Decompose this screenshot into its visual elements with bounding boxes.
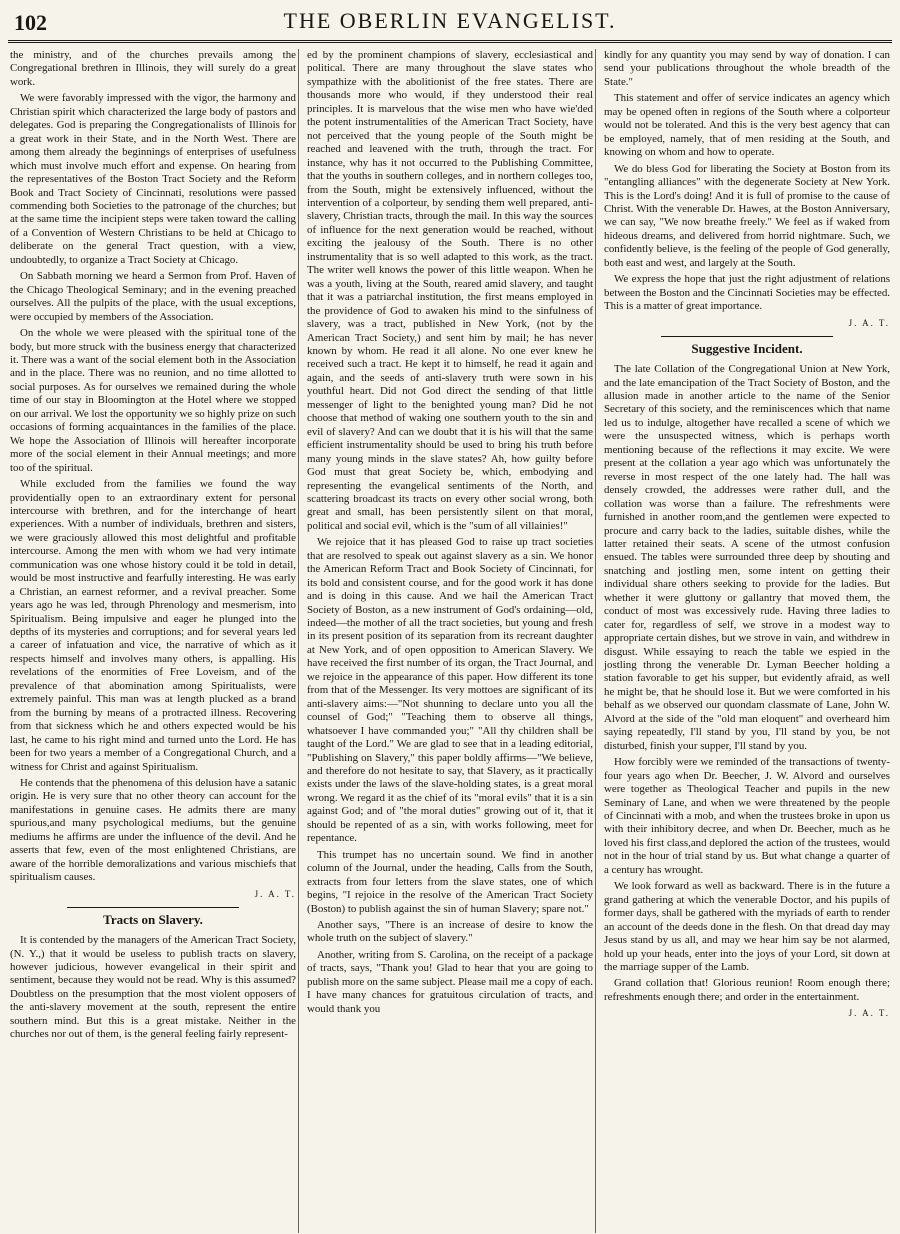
author-signature: J. A. T. — [848, 317, 890, 328]
paragraph: We express the hope that just the right adjustment of relations between the Boston and the Cincinnati Societies may be effected. This is a matter of great importance. — [604, 273, 890, 313]
paragraph: How forcibly were we reminded of the transactions of twenty-four years ago when Dr. Beecher, J. W. Alvord and ourselves were together as Theological Teacher and pupils in the new Seminary of Lane, and when we were threatened by the people of Cincinnati with a mob, and when the trustees broke in upon us with their inhibitory decree, and when Dr. Beecher, much as he loved his first class,and deplored the action of the trustees, would not in the hour of trial stand by us. But what change a quarter of a century has wrought. — [604, 756, 890, 876]
paragraph: He contends that the phenomena of this delusion have a satanic origin. He is very sure that no other theory can account for the manifestations in genuine cases. He admits there are many spurious,and many psychological mediums, but the genuine mediums he affirms are under the influence of the devil. And he asserts that few, even of the most enlightened Christians, are aware of the horrible demoralizations and various mischiefs that spiritualism causes. — [10, 777, 296, 884]
paragraph: We look forward as well as backward. There is in the future a grand gathering at which the venerable Doctor, and his pupils of former days, shall be gathered with the myriads of earth to render an account of the deeds done in the flesh. On that dread day may Jesus stand by us all, and may we hear him say be not alarmed, hold up your heads, enter into the joys of your Lord, sit down at the marriage supper of the Lamb. — [604, 880, 890, 973]
paragraph: Another, writing from S. Carolina, on the receipt of a package of tracts, says, "Thank you! Glad to hear that you are going to publish more on the same subject. Please mail me a copy of each. I have many chances for gratuitous circulation of tracts, and would thank you — [307, 948, 593, 1015]
masthead — [8, 4, 892, 43]
paragraph: Grand collation that! Glorious reunion! Room enough there; refreshments enough there; and order in the entertainment. — [604, 977, 890, 1003]
section-divider — [67, 907, 239, 908]
paragraph: Another says, "There is an increase of desire to know the whole truth on the subject of slavery." — [307, 919, 593, 945]
article-heading-suggestive-incident: Suggestive Incident. — [691, 341, 803, 357]
column-3 — [602, 49, 892, 1233]
paragraph: This statement and offer of service indicates an agency which may be opened often in regions of the South where a colporteur would not be tolerated. And this is the very best agency that can be employed, namely, that of men residing at the South, and knowing on whom and how to operate. — [604, 92, 890, 159]
paragraph: While excluded from the families we found the way providentially open to an extraordinary extent for personal intercourse with brethren, and for the interchange of heart experiences. With a number of individuals, brethren and sisters, we were graciously allowed this most delightful and profitable intercourse. Among the men with whom we had very intimate communication was one whose history could it be told in detail, would be most instructive and fearfully interesting. He was early a Christian, an earnest reformer, and a revival preacher. Some years ago he was led, through Phrenology and mesmerism, into Spiritualism. Being impulsive and eager he plunged into the depths of its mysteries and corruptions; and for several years led a career of infatuation and vice, the narrative of which as it respects himself and involves many others, is appalling. His revelations of the enormities of Free Loveism, and of the prevalence of that abomination among Spiritualists, were extremely painful. This man was at length plucked as a brand from the burning by means of a protracted illness. Recovering from that sickness which he and others expected would be his last, he came to his right mind and turned unto the Lord. He has been for two years a member of a Congregational Church, and a witness for Christ and against Spiritualism. — [10, 478, 296, 773]
paragraph: kindly for any quantity you may send by way of donation. I can send your publications throughout the whole breadth of the State." — [604, 49, 890, 88]
section-divider — [661, 336, 833, 337]
paragraph: ed by the prominent champions of slavery, ecclesiastical and political. There are many throughout the slave states who sympathize with the abolitionist of the free states. There are thousands more who would, if they understood their real principles. It is marvelous that the wise men who have wie'ded the potent instrumentalities of the American Tract Society, have not perceived that the young people of the South might be reached and leavened with the truth, through the tract. For instance, why has it not occurred to the Publishing Committee, that the youths in southern colleges, and in northern colleges too, from the South, might be extensively influenced, without the intervention of a colporteur, by sending them well prepared, anti-slavery, Christian tracts, through the mail. In this way the sources of influence for the next generation would be reached, without exciting the jealousy of the South. There is no other instrumentality that is so well adapted to this work, as the tract. The writer well knows the power of this little weapon. When he was a youth, living at the South, reared amid slavery, and taught that it was a patriarchal institution, the first means employed in the providence of God to awaken his mind to the sinfulness of slavery, was a tract, published in New York, (not by the American Tract Society,) and sent him by mail; he has never known by whom. He read it all alone. No one ever knew he received such a tract. He kept it to himself, he read it again and again, and the seeds of anti-slavery truth were sown in his youthful heart. Did not God direct the sending of that little messenger of light to the benighted young man? Did he not choose that method of waking one southern youth to the sin and evil of slavery? And can we doubt that it is his will that the same efficient instrumentality should be used to bring his truth before many young minds in the slave states? Ah, how guilty before God must that great Society be, which, embodying and representing the evangelical sentiments of the North, and scattering broadcast its tracts on every other social wrong, both great and small, has been persistently silent on that moral, political and social evil, which is the "sum of all villainies!" — [307, 49, 593, 532]
paragraph: the ministry, and of the churches prevails among the Congregational brethren in Illinois, they will surely do a great work. — [10, 49, 296, 88]
paragraph: The late Collation of the Congregational Union at New York, and the late emancipation of the Tract Society of Boston, and the allusion made in another article to the name of the Senior Secretary of this society, and the reminiscences which that name led us to indulge, altogether have recalled a scene of which we were the unsuspected witness, which is perhaps worth mentioning because of the reflections it may excite. We were present at the collation a year ago which was unfortunately the reverse in most respect of the one lately had. The hall was densely crowded, the addresses were rather dull, and the collation was worse than a failure. The refreshments were furnished in another room,and the gentlemen were expected to procure and carry back to the ladies, suitable dishes, while the latter retained their seats. A scene of the utmost confusion ensued. The tables were surrounded three deep by shouting and snatching and jostling men, some intent on getting their individual share others seeking to provide for the ladies. But whether it were gluttony or gallantry that moved them, the conduct of most was excessively rude. Having three ladies to cater for, regardless of self, we strove in a modest way to appropriate certain dishes, but we strove in vain, and withdrew in disgust. While essaying to reach the table we espied in the jostling throng the venerable Dr. Lyman Beecher holding a station favorable to get his supper, but evidently afraid, as well he might be, that he should lose it. But we were comforted in his behalf as we observed our quondam classmate of Lane, John W. Alvord at the side of the "old man eloquent" and overheard him saying repeatedly, I'll stand by you, I'll stand by you, be not disturbed, finish your supper, I'll stand by you. — [604, 363, 890, 752]
author-signature: J. A. T. — [254, 888, 296, 899]
newspaper-title: THE OBERLIN EVANGELIST. — [283, 8, 617, 33]
author-signature: J. A. T. — [848, 1008, 890, 1019]
paragraph: It is contended by the managers of the American Tract Society, (N. Y.,) that it would be useless to publish tracts on slavery, however judicious, however evangelical in their spirit and sentiment, because they would not be read. Why is this assumed? Doubtless on the presumption that the most violent opposers of the anti-slavery movement at the south, represent the entire southern mind. But this is a great mistake. Neither in the churches nor out of them, is the general feeling fairly represent- — [10, 934, 296, 1041]
paragraph: On the whole we were pleased with the spiritual tone of the body, but more struck with the business energy that characterized it. There was a want of the social element both in the Association and in the place. There was no reunion, and no time allotted to social purposes. As for ourselves we remained during the whole time of our stay in Bloomington at the Hotel where we stopped on our arrival. We lost the opportunity we so highly prize on such occasions of forming acquaintances in the families of the place. We hope the Association of Illinois will hereafter incorporate more of the social element in their Annual meetings; and more too of the spiritual. — [10, 327, 296, 474]
column-1 — [8, 49, 299, 1233]
paragraph: We do bless God for liberating the Society at Boston from its "entangling alliances" with the degenerate Society at New York. This is the Lord's doing! And it is full of promise to the cause of Christ. With the venerable Dr. Hawes, at the Boston Anniversary, we can say, "We now breathe freely." We feel as if waked from hideous dreams, and delivered from horrid nightmare. Such, we confidently believe, is the feeling of the people of God generally, both east and west, and largely at the South. — [604, 162, 890, 269]
column-2 — [305, 49, 596, 1233]
paragraph: We rejoice that it has pleased God to raise up tract societies that are resolved to speak out against slavery as a sin. We honor the American Reform Tract and Book Society of Cincinnati, for its bold and consistent course, and for the good work it has done and is doing in this cause. And we hail the American Tract Society of Boston, as a new instrument of God's ordaining—old, indeed—the mother of all the tract societies, but young and fresh in its present position of its separation from its recreant daughter at New York, and of open opposition to American Slavery. We have received the first number of its organ, the Tract Journal, and we rejoice in the appearance of this paper. How different its tone from that of the Messenger. Its very mottoes are significant of its anti-slavery aims:—"Not shunning to declare unto you all the counsel of God;" "Teaching them to observe all things, whatsoever I have commanded you;" "All thy children shall be taught of the Lord." We are glad to see that in a leading editorial, "Publishing on Slavery," this paper boldly affirms—"We believe, and therefore do not hesitate to say, that Slavery, as it practically exists under the laws of the slave-holding states, is a great moral wrong. We regard it as the chief of its "moral evils" that it is a sin against God; and of "the moral duties" growing out of it, that it should be repented of as a sin, with works following, meet for repentance. — [307, 536, 593, 845]
paragraph: This trumpet has no uncertain sound. We find in another column of the Journal, under the heading, Calls from the South, extracts from four letters from the slave states, one of which begins, "I rejoice in the resolve of the American Tract Society (Boston) to publish against the sin of human Slavery; spare not." — [307, 848, 593, 915]
page-number: 102 — [14, 10, 47, 35]
paragraph: We were favorably impressed with the vigor, the harmony and Christian spirit which characterized the large body of pastors and delegates. God is preparing the Congregationalists of Illinois for a great work in their State, and in the North West. There are among them already the beginnings of enterprises of usefulness which must involve much effort and expense. On hearing from the representatives of the Boston Tract Society and the Reform Book and Tract Society of Cincinnati, resolutions were passed commending both Societies to the patronage of the churches; but at the same time the incipient steps were taken toward the calling of a Convention of Western Christians to be held at Chicago to deliberate on the general Tract question, with a view, undoubtedly, to organize a Tract Society at Chicago. — [10, 92, 296, 266]
article-columns — [8, 49, 892, 1233]
article-heading-tracts-on-slavery: Tracts on Slavery. — [103, 912, 203, 928]
paragraph: On Sabbath morning we heard a Sermon from Prof. Haven of the Chicago Theological Seminary; and in the evening preached ourselves. All the pulpits of the place, with the usual exceptions, were occupied by members of the Association. — [10, 270, 296, 323]
